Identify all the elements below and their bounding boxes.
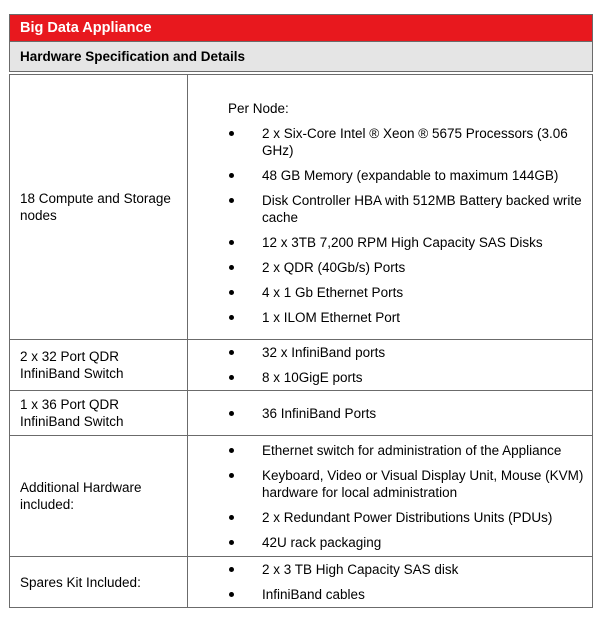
row-label: 1 x 36 Port QDR InfiniBand Switch <box>20 397 124 429</box>
list-item-text: InfiniBand cables <box>262 587 365 602</box>
bullet-icon <box>229 540 234 545</box>
list-item <box>188 284 586 301</box>
bullet-icon <box>229 240 234 245</box>
row-detail-cell <box>188 340 593 391</box>
list-item-text: 2 x 3 TB High Capacity SAS disk <box>262 562 459 577</box>
document-title: Big Data Appliance <box>9 14 593 42</box>
row-label: 2 x 32 Port QDR InfiniBand Switch <box>20 349 124 381</box>
per-node-label: Per Node: <box>228 101 289 116</box>
list-item-text: 2 x QDR (40Gb/s) Ports <box>262 260 406 275</box>
detail-list <box>188 344 586 386</box>
list-item-text: 1 x ILOM Ethernet Port <box>262 310 401 325</box>
row-label: Additional Hardware included: <box>20 480 142 512</box>
section-heading: Hardware Specification and Details <box>9 42 593 72</box>
list-item <box>188 192 586 226</box>
bullet-icon <box>229 290 234 295</box>
list-item <box>188 509 586 526</box>
row-label-cell <box>10 557 188 608</box>
bullet-icon <box>229 515 234 520</box>
bullet-icon <box>229 198 234 203</box>
detail-list <box>188 442 586 551</box>
bullet-icon <box>229 315 234 320</box>
row-detail-cell <box>188 436 593 557</box>
list-item <box>188 234 586 251</box>
list-item <box>188 586 586 603</box>
table-row <box>10 75 593 340</box>
list-item <box>188 309 586 326</box>
list-item <box>188 467 586 501</box>
spec-document <box>9 14 593 608</box>
list-item-text: 2 x Six-Core Intel ® Xeon ® 5675 Processors (3.06 GHz) <box>262 126 568 158</box>
row-label: 18 Compute and Storage nodes <box>20 191 171 223</box>
row-detail-cell <box>188 75 593 340</box>
list-item <box>188 442 586 459</box>
bullet-icon <box>229 567 234 572</box>
spec-table <box>9 74 593 608</box>
list-item <box>188 534 586 551</box>
row-detail-cell <box>188 391 593 436</box>
list-item <box>188 167 586 184</box>
row-label-cell <box>10 436 188 557</box>
list-item-text: 2 x Redundant Power Distributions Units (PDUs) <box>262 509 553 525</box>
bullet-icon <box>229 131 234 136</box>
table-row <box>10 557 593 608</box>
list-item <box>188 259 586 276</box>
list-item <box>188 369 586 386</box>
bullet-icon <box>229 592 234 597</box>
row-detail-cell <box>188 557 593 608</box>
detail-list <box>188 405 586 422</box>
bullet-icon <box>229 375 234 380</box>
bullet-icon <box>229 411 234 416</box>
list-item-text: 42U rack packaging <box>262 534 382 550</box>
bullet-icon <box>229 350 234 355</box>
row-label-cell <box>10 340 188 391</box>
list-item-text: 4 x 1 Gb Ethernet Ports <box>262 285 404 300</box>
table-row <box>10 436 593 557</box>
list-item <box>188 344 586 361</box>
list-item-text: 12 x 3TB 7,200 RPM High Capacity SAS Disks <box>262 235 543 250</box>
list-item <box>188 405 586 422</box>
list-item <box>188 561 586 578</box>
detail-list <box>188 561 586 603</box>
bullet-icon <box>229 473 234 478</box>
bullet-icon <box>229 448 234 453</box>
table-row <box>10 340 593 391</box>
list-item-text: 8 x 10GigE ports <box>262 370 363 385</box>
row-label: Spares Kit Included: <box>20 574 141 590</box>
list-item <box>188 125 586 159</box>
bullet-icon <box>229 265 234 270</box>
list-item-text: Disk Controller HBA with 512MB Battery backed write cache <box>262 193 582 225</box>
list-item-text: Ethernet switch for administration of the Appliance <box>262 442 562 458</box>
row-label-cell <box>10 391 188 436</box>
row-label-cell <box>10 75 188 340</box>
table-row <box>10 391 593 436</box>
list-item-text: 32 x InfiniBand ports <box>262 345 386 360</box>
list-item-text: Keyboard, Video or Visual Display Unit, Mouse (KVM) hardware for local administration <box>262 467 584 500</box>
list-item-text: 48 GB Memory (expandable to maximum 144GB) <box>262 168 559 183</box>
detail-list <box>188 125 586 334</box>
list-item-text: 36 InfiniBand Ports <box>262 405 377 421</box>
bullet-icon <box>229 173 234 178</box>
